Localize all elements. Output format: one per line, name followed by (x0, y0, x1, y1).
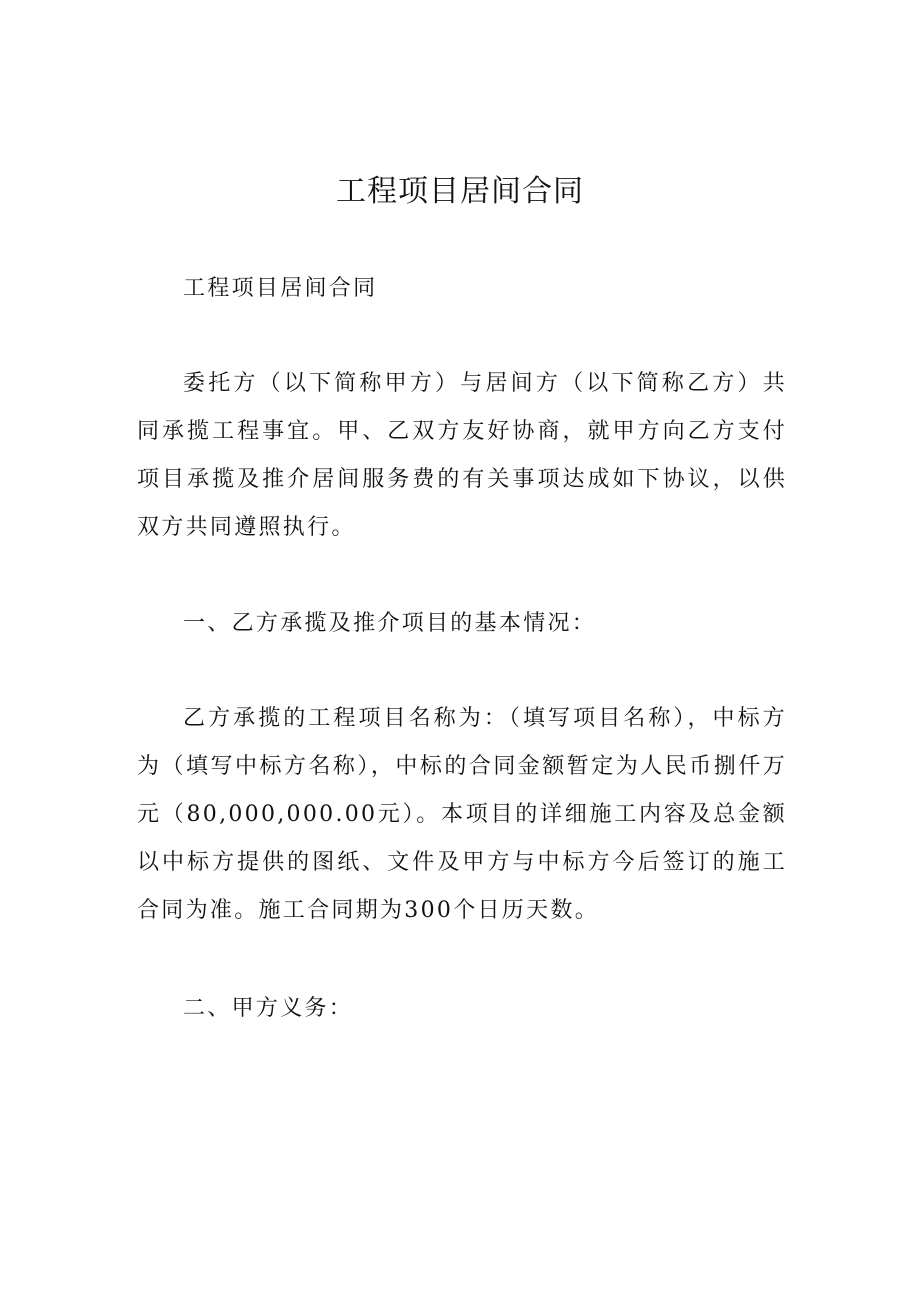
section-2-heading: 二、甲方义务： (183, 996, 354, 1021)
intro-paragraph: 委托方（以下简称甲方）与居间方（以下简称乙方）共同承揽工程事宜。甲、乙双方友好协商，就甲方向乙方支付项目承揽及推介居间服务费的有关事项达成如下协议，以供双方共同遵照执行。 (137, 371, 787, 540)
document-subtitle: 工程项目居间合同 (183, 276, 378, 301)
section-1-heading: 一、乙方承揽及推介项目的基本情况： (183, 611, 597, 636)
document-title: 工程项目居间合同 (336, 174, 584, 209)
section-1-body: 乙方承揽的工程项目名称为：（填写项目名称），中标方为（填写中标方名称），中标的合同金额暂定为人民币捌仟万元（80,000,000.00元）。本项目的详细施工内容及总金额以中标方提供的图纸、文件及甲方与中标方今后签订的施工合同为准。施工合同期为300个日历天数。 (137, 706, 787, 923)
